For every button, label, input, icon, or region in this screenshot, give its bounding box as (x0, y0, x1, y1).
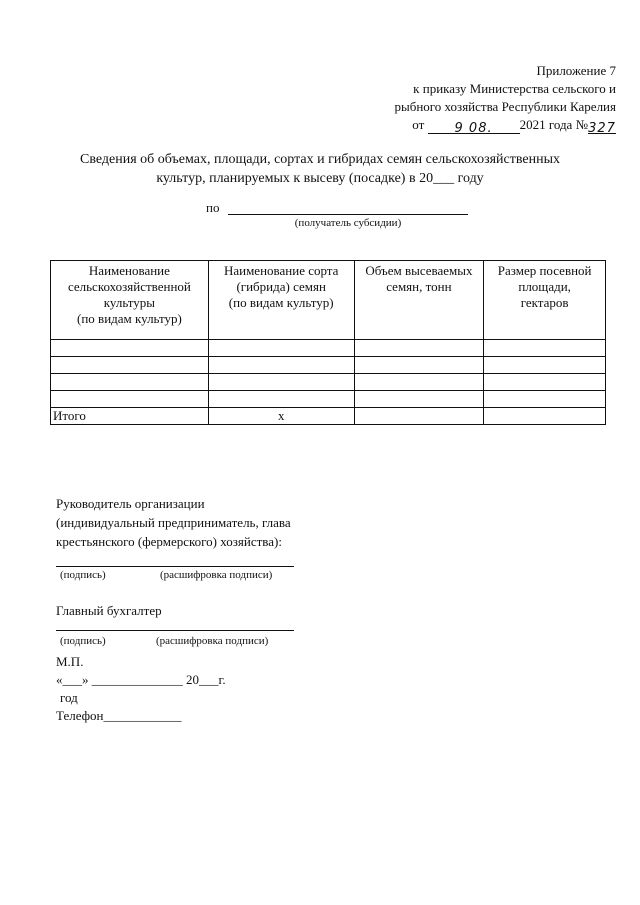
recipient-caption: (получатель субсидии) (294, 217, 402, 229)
order-year: 2021 года (519, 117, 573, 132)
number-label: № (575, 117, 588, 132)
header-text: гектаров (520, 295, 569, 310)
header-text: (гибрида) семян (236, 279, 326, 294)
table-cell[interactable] (51, 374, 209, 391)
total-volume-cell[interactable] (354, 408, 484, 425)
header-text: (по видам культур) (77, 311, 182, 326)
table-cell[interactable] (484, 340, 606, 357)
total-area-cell[interactable] (484, 408, 606, 425)
table-cell[interactable] (354, 374, 484, 391)
table-cell[interactable] (208, 374, 354, 391)
table-cell[interactable] (354, 340, 484, 357)
header-text: семян, тонн (386, 279, 452, 294)
handwritten-date-field (428, 119, 520, 134)
recipient-line (228, 214, 468, 215)
table-row (51, 374, 606, 391)
column-header-volume (354, 261, 484, 340)
column-header-crop (51, 261, 209, 340)
signature-date-line: «___» ______________ 20___г. (56, 672, 226, 687)
from-label: от (412, 117, 425, 132)
handwritten-number-field (588, 119, 616, 134)
title-line-2: культур, планируемых к высеву (посадке) в 20___ году (156, 171, 484, 186)
header-text: Наименование сорта (223, 263, 339, 278)
header-text: культуры (103, 295, 156, 310)
table-row (51, 391, 606, 408)
table-cell[interactable] (51, 340, 209, 357)
head-signature-line (56, 566, 294, 567)
handwritten-number: 327 (588, 121, 616, 136)
head-signature-block (56, 494, 291, 551)
header-text: площади, (518, 279, 571, 294)
handwritten-date: 9 08. (454, 121, 493, 136)
table-header-row (51, 261, 606, 340)
table-cell[interactable] (51, 357, 209, 374)
table-cell[interactable] (208, 357, 354, 374)
head-title-line-1: Руководитель организации (56, 496, 205, 511)
appendix-number: Приложение 7 (536, 63, 616, 78)
accountant-decode-caption: (расшифровка подписи) (156, 635, 269, 647)
table-total-row (51, 408, 606, 425)
table-row (51, 340, 606, 357)
recipient-prefix: по (206, 200, 220, 215)
document-title (40, 150, 600, 188)
head-decode-caption: (расшифровка подписи) (160, 569, 273, 581)
accountant-sign-caption: (подпись) (60, 635, 106, 647)
table-cell[interactable] (354, 357, 484, 374)
table-cell[interactable] (484, 357, 606, 374)
table-row (51, 357, 606, 374)
table-cell[interactable] (354, 391, 484, 408)
header-text: Объем высеваемых (365, 263, 473, 278)
table-cell[interactable] (484, 391, 606, 408)
order-reference: к приказу Министерства сельского и (413, 81, 616, 96)
year-word: год (60, 690, 78, 705)
accountant-signature-line (56, 630, 294, 631)
accountant-title: Главный бухгалтер (56, 603, 162, 618)
stamp-label: М.П. (56, 654, 84, 669)
header-text: Наименование (88, 263, 170, 278)
table-cell[interactable] (484, 374, 606, 391)
ministry-name: рыбного хозяйства Республики Карелия (394, 99, 616, 114)
seed-table (50, 260, 606, 425)
table-cell[interactable] (208, 340, 354, 357)
head-title-line-3: крестьянского (фермерского) хозяйства): (56, 534, 282, 549)
title-line-1: Сведения об объемах, площади, сортах и гибридах семян сельскохозяйственных (80, 152, 560, 167)
appendix-header (316, 62, 616, 134)
phone-field: Телефон____________ (56, 708, 182, 723)
total-variety-mark: x (208, 408, 354, 425)
head-title-line-2: (индивидуальный предприниматель, глава (56, 515, 291, 530)
order-date-line (316, 116, 616, 134)
header-text: (по видам культур) (228, 295, 334, 310)
header-text: Размер посевной (497, 263, 592, 278)
table-cell[interactable] (51, 391, 209, 408)
head-sign-caption: (подпись) (60, 569, 106, 581)
column-header-area (484, 261, 606, 340)
column-header-variety (208, 261, 354, 340)
header-text: сельскохозяйственной (67, 279, 191, 294)
total-label: Итого (51, 408, 209, 425)
table-cell[interactable] (208, 391, 354, 408)
